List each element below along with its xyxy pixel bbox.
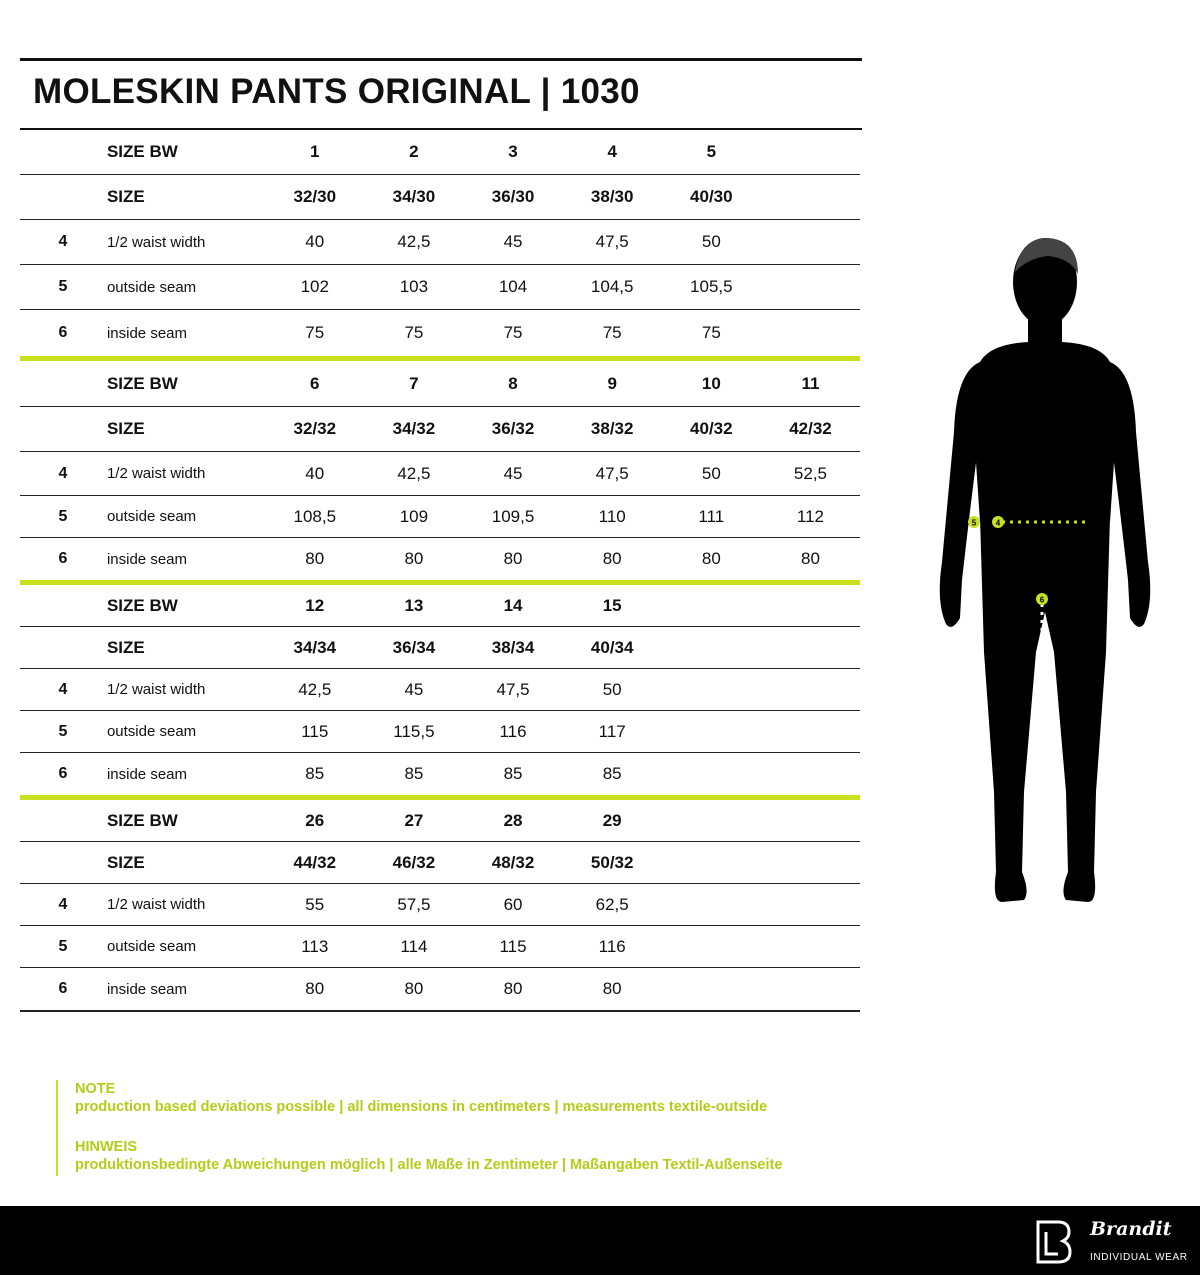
size-bw-cell: 6 bbox=[310, 373, 320, 393]
size-row bbox=[20, 407, 860, 452]
size-cell: 34/34 bbox=[293, 637, 337, 657]
size-cell: 50/32 bbox=[590, 852, 634, 872]
svg-text:6: 6 bbox=[1039, 595, 1045, 605]
measurement-value: 75 bbox=[503, 323, 523, 342]
measurement-value: 115,5 bbox=[393, 721, 435, 741]
size-label: SIZE bbox=[106, 637, 145, 657]
measurement-row bbox=[20, 968, 860, 1010]
measurement-row bbox=[20, 496, 860, 538]
measurement-label: outside seam bbox=[106, 938, 197, 955]
size-cell: 34/32 bbox=[392, 419, 436, 438]
size-cell: 36/32 bbox=[491, 419, 535, 438]
measurement-number: 4 bbox=[58, 895, 68, 913]
size-table-2 bbox=[20, 361, 860, 580]
size-cell: 44/32 bbox=[293, 852, 337, 872]
top-rule bbox=[20, 58, 862, 61]
measurement-value: 115 bbox=[301, 721, 329, 741]
size-bw-cell: 10 bbox=[701, 373, 721, 393]
measurement-value: 47,5 bbox=[595, 232, 629, 251]
measurement-value: 62,5 bbox=[595, 894, 629, 914]
measurement-value: 45 bbox=[503, 463, 523, 483]
size-cell: 36/34 bbox=[392, 637, 436, 657]
measurement-value: 80 bbox=[404, 549, 424, 568]
page-title: MOLESKIN PANTS ORIGINAL | 1030 bbox=[33, 72, 640, 111]
size-row bbox=[20, 175, 860, 220]
measurement-row bbox=[20, 926, 860, 968]
measurement-label: 1/2 waist width bbox=[106, 233, 206, 251]
note-text-en: production based deviations possible | all dimensions in centimeters | measurements textile-outside bbox=[75, 1099, 768, 1115]
size-cell: 40/32 bbox=[690, 419, 733, 438]
measurement-value: 50 bbox=[701, 463, 721, 483]
measurement-value: 116 bbox=[598, 936, 626, 956]
footer-bar bbox=[0, 1206, 1200, 1275]
size-bw-cell: 5 bbox=[706, 142, 717, 161]
measurement-number: 4 bbox=[58, 680, 68, 698]
size-bw-label: SIZE BW bbox=[106, 142, 178, 161]
brand-tagline: INDIVIDUAL WEAR bbox=[1090, 1252, 1188, 1263]
measurement-value: 45 bbox=[404, 679, 424, 699]
size-bw-row bbox=[20, 130, 860, 175]
measurement-value: 102 bbox=[300, 277, 329, 296]
measurement-value: 116 bbox=[499, 721, 527, 741]
measurement-row bbox=[20, 452, 860, 496]
size-row bbox=[20, 842, 860, 884]
size-label: SIZE bbox=[106, 852, 145, 872]
measurement-value: 60 bbox=[503, 894, 523, 914]
size-cell: 38/30 bbox=[590, 187, 634, 206]
measurement-label: inside seam bbox=[106, 324, 187, 342]
size-table-3 bbox=[20, 585, 860, 795]
measurement-value: 80 bbox=[305, 979, 325, 998]
marker-inside-seam bbox=[1036, 593, 1048, 605]
size-cell: 42/32 bbox=[789, 419, 832, 438]
size-bw-cell: 26 bbox=[305, 810, 325, 830]
measurement-label: inside seam bbox=[106, 765, 187, 783]
size-tables bbox=[20, 130, 860, 1012]
measurement-row bbox=[20, 711, 860, 753]
size-bw-cell: 7 bbox=[409, 373, 419, 393]
size-bw-cell: 4 bbox=[607, 142, 617, 161]
measurement-number: 6 bbox=[58, 980, 68, 997]
size-row bbox=[20, 627, 860, 669]
measurement-value: 85 bbox=[602, 764, 622, 783]
measurement-label: 1/2 waist width bbox=[106, 896, 206, 913]
note-heading-en: NOTE bbox=[75, 1081, 116, 1097]
measurement-value: 45 bbox=[503, 232, 523, 251]
size-cell: 32/30 bbox=[293, 187, 337, 206]
size-bw-cell: 3 bbox=[508, 142, 518, 161]
measurement-value: 80 bbox=[602, 979, 622, 998]
size-bw-row bbox=[20, 361, 860, 407]
svg-text:4: 4 bbox=[995, 518, 1001, 528]
measurement-label: inside seam bbox=[106, 980, 187, 998]
measurement-value: 80 bbox=[701, 549, 721, 568]
size-bw-cell: 11 bbox=[801, 373, 820, 393]
measurement-number: 4 bbox=[58, 464, 68, 482]
size-cell: 38/34 bbox=[491, 637, 535, 657]
size-bw-cell: 13 bbox=[404, 595, 424, 615]
size-cell: 46/32 bbox=[392, 852, 436, 872]
measurement-value: 112 bbox=[796, 506, 825, 526]
measurement-row bbox=[20, 220, 860, 265]
size-bw-cell: 15 bbox=[602, 595, 622, 615]
measurement-value: 117 bbox=[598, 721, 626, 741]
measurement-value: 109 bbox=[399, 506, 429, 526]
size-cell: 48/32 bbox=[491, 852, 535, 872]
size-bw-row bbox=[20, 800, 860, 842]
note-heading-de: HINWEIS bbox=[75, 1139, 138, 1155]
brandit-b-logo-icon bbox=[1036, 1220, 1072, 1264]
size-bw-cell: 14 bbox=[503, 595, 523, 615]
measurement-value: 52,5 bbox=[793, 463, 827, 483]
marker-outside-seam bbox=[968, 516, 980, 528]
measurement-value: 55 bbox=[305, 894, 325, 914]
measurement-value: 42,5 bbox=[298, 679, 332, 699]
measurement-value: 85 bbox=[503, 764, 523, 783]
measurement-label: 1/2 waist width bbox=[106, 465, 206, 482]
brand-name: Brandit bbox=[1090, 1218, 1172, 1240]
measurement-number: 5 bbox=[58, 722, 68, 740]
measurement-value: 109,5 bbox=[491, 506, 535, 526]
size-cell: 34/30 bbox=[392, 187, 436, 206]
measurement-number: 6 bbox=[58, 765, 68, 782]
size-bw-label: SIZE BW bbox=[106, 810, 178, 830]
measurement-number: 5 bbox=[58, 507, 68, 525]
note-box bbox=[56, 1080, 782, 1176]
measurement-value: 50 bbox=[602, 679, 622, 699]
measurement-row bbox=[20, 265, 860, 310]
measurement-value: 75 bbox=[602, 323, 622, 342]
measurement-value: 47,5 bbox=[496, 679, 530, 699]
measurement-value: 80 bbox=[801, 549, 820, 568]
measurement-value: 50 bbox=[701, 232, 721, 251]
measurement-value: 113 bbox=[301, 936, 329, 956]
size-bw-cell: 12 bbox=[305, 595, 325, 615]
measurement-number: 6 bbox=[58, 550, 68, 567]
measurement-number: 6 bbox=[58, 324, 68, 341]
body-silhouette-icon bbox=[920, 232, 1170, 912]
measurement-row bbox=[20, 538, 860, 580]
size-cell: 40/30 bbox=[690, 187, 733, 206]
measurement-value: 80 bbox=[404, 979, 424, 998]
size-bw-cell: 2 bbox=[409, 142, 419, 161]
measurement-value: 80 bbox=[602, 549, 622, 568]
size-label: SIZE bbox=[106, 419, 145, 438]
measurement-row bbox=[20, 884, 860, 926]
measurement-label: inside seam bbox=[106, 550, 187, 568]
measurement-number: 5 bbox=[58, 278, 68, 295]
measurement-value: 40 bbox=[305, 232, 325, 251]
measurement-value: 110 bbox=[598, 506, 626, 526]
size-table-4 bbox=[20, 800, 860, 1010]
measurement-value: 80 bbox=[503, 549, 523, 568]
measurement-value: 42,5 bbox=[397, 232, 431, 251]
table-end-rule bbox=[20, 1010, 860, 1012]
measurement-value: 75 bbox=[701, 323, 721, 342]
size-cell: 40/34 bbox=[590, 637, 634, 657]
size-cell: 38/32 bbox=[590, 419, 634, 438]
measurement-value: 47,5 bbox=[595, 463, 629, 483]
measurement-value: 57,5 bbox=[397, 894, 431, 914]
measurement-value: 104,5 bbox=[590, 277, 634, 296]
measurement-value: 42,5 bbox=[397, 463, 431, 483]
measurement-value: 104 bbox=[498, 277, 528, 296]
measurement-row bbox=[20, 753, 860, 795]
measurement-value: 85 bbox=[404, 764, 424, 783]
size-bw-label: SIZE BW bbox=[106, 373, 178, 393]
size-table-1 bbox=[20, 130, 860, 356]
size-bw-cell: 9 bbox=[607, 373, 617, 393]
measurement-value: 114 bbox=[400, 936, 428, 956]
size-bw-cell: 29 bbox=[602, 810, 622, 830]
measurement-value: 80 bbox=[305, 549, 325, 568]
size-bw-cell: 28 bbox=[503, 810, 523, 830]
size-bw-row bbox=[20, 585, 860, 627]
measurement-number: 4 bbox=[58, 233, 68, 250]
measurement-value: 75 bbox=[305, 323, 325, 342]
measurement-number: 5 bbox=[58, 937, 68, 955]
size-bw-cell: 8 bbox=[508, 373, 518, 393]
measurement-value: 111 bbox=[698, 506, 725, 526]
size-label: SIZE bbox=[106, 187, 145, 206]
measurement-value: 40 bbox=[305, 463, 325, 483]
note-text-de: produktionsbedingte Abweichungen möglich | alle Maße in Zentimeter | Maßangaben Textil-Außenseite bbox=[75, 1157, 783, 1173]
size-cell: 32/32 bbox=[293, 419, 337, 438]
svg-text:5: 5 bbox=[971, 518, 977, 528]
measurement-value: 115 bbox=[499, 936, 527, 956]
size-cell: 36/30 bbox=[491, 187, 535, 206]
measurement-label: outside seam bbox=[106, 723, 197, 740]
measurement-value: 85 bbox=[305, 764, 325, 783]
size-bw-label: SIZE BW bbox=[106, 595, 178, 615]
measurement-value: 105,5 bbox=[690, 277, 733, 296]
measurement-label: 1/2 waist width bbox=[106, 681, 206, 698]
size-bw-cell: 27 bbox=[404, 810, 424, 830]
measurement-label: outside seam bbox=[106, 278, 197, 296]
measurement-label: outside seam bbox=[106, 508, 197, 525]
measurement-value: 103 bbox=[399, 277, 429, 296]
size-bw-cell: 1 bbox=[310, 142, 320, 161]
marker-waist bbox=[992, 516, 1004, 528]
measurement-value: 108,5 bbox=[293, 506, 337, 526]
measurement-row bbox=[20, 310, 860, 356]
measurement-row bbox=[20, 669, 860, 711]
measurement-value: 75 bbox=[404, 323, 424, 342]
measurement-value: 80 bbox=[503, 979, 523, 998]
